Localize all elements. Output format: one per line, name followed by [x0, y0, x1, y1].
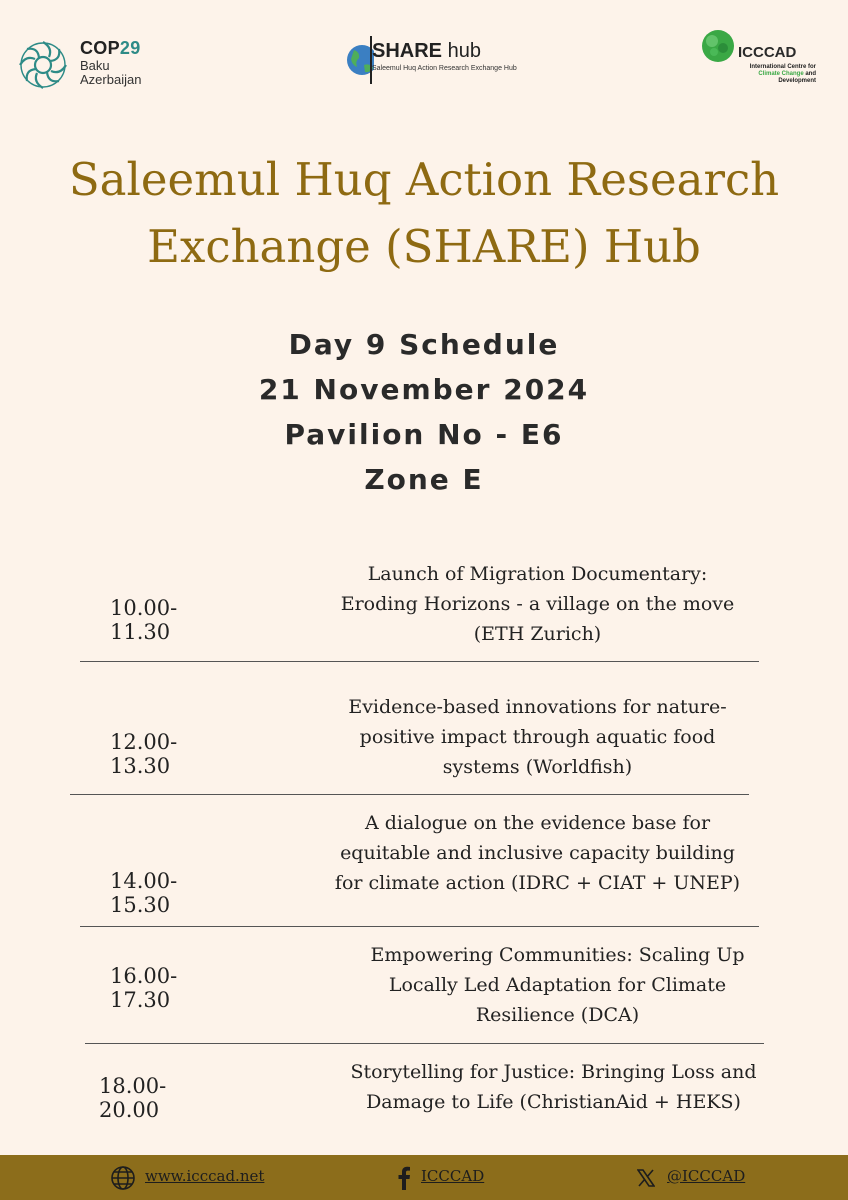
day-label: Day 9 Schedule: [288, 328, 560, 361]
session-title: Empowering Communities: Scaling Up Locally Led Adaptation for Climate Resilience (DCA): [370, 944, 745, 1026]
session-time: 10.00-11.30: [110, 596, 178, 644]
facebook-icon: [397, 1166, 411, 1190]
row-divider: [85, 1043, 764, 1044]
share-subtitle: Saleemul Huq Action Research Exchange Hub: [372, 65, 517, 72]
facebook-link[interactable]: ICCCAD: [421, 1167, 485, 1185]
zone-label: Zone E: [364, 463, 484, 496]
page-title: [0, 146, 848, 280]
session-time: 16.00-17.30: [110, 964, 178, 1012]
footer-bar: [0, 1155, 848, 1200]
icccad-logo: [700, 28, 820, 90]
cop29-emblem-icon: [12, 34, 74, 96]
x-logo-icon: [637, 1169, 655, 1187]
title-line-1: Saleemul Huq Action Research: [68, 153, 780, 206]
row-divider: [70, 794, 749, 795]
session-title: Launch of Migration Documentary: Eroding Horizons - a village on the move (ETH Zurich): [340, 563, 735, 645]
title-line-2: Exchange (SHARE) Hub: [147, 220, 701, 273]
date-label: 21 November 2024: [258, 373, 590, 406]
session-title: A dialogue on the evidence base for equitable and inclusive capacity building for climate action (IDRC + CIAT + UNEP): [334, 812, 741, 894]
share-brand: SHARE hub: [372, 40, 481, 62]
globe-icon: [344, 30, 374, 92]
icccad-brand: ICCCAD: [738, 44, 797, 61]
pavilion-label: Pavilion No - E6: [284, 418, 564, 451]
row-divider: [80, 926, 759, 927]
cop-brand: COP29: [80, 38, 141, 58]
cop29-logo: [12, 34, 162, 96]
website-link[interactable]: www.icccad.net: [145, 1167, 265, 1185]
globe-icon: [110, 1165, 136, 1191]
row-divider: [80, 661, 759, 662]
icccad-fullname: International Centre for Climate Change and Development: [749, 64, 816, 84]
session-time: 14.00-15.30: [110, 869, 178, 917]
share-hub-logo: [344, 30, 517, 92]
session-time: 18.00-20.00: [99, 1074, 167, 1122]
icccad-tree-icon: [700, 28, 736, 64]
event-info: [0, 322, 848, 502]
session-title: Evidence-based innovations for nature- positive impact through aquatic food systems (Worldfish): [348, 696, 727, 778]
session-time: 12.00-13.30: [110, 730, 178, 778]
session-title: Storytelling for Justice: Bringing Loss and Damage to Life (ChristianAid + HEKS): [350, 1061, 757, 1113]
cop-location: Baku Azerbaijan: [80, 58, 142, 87]
x-link[interactable]: @ICCCAD: [667, 1167, 746, 1185]
